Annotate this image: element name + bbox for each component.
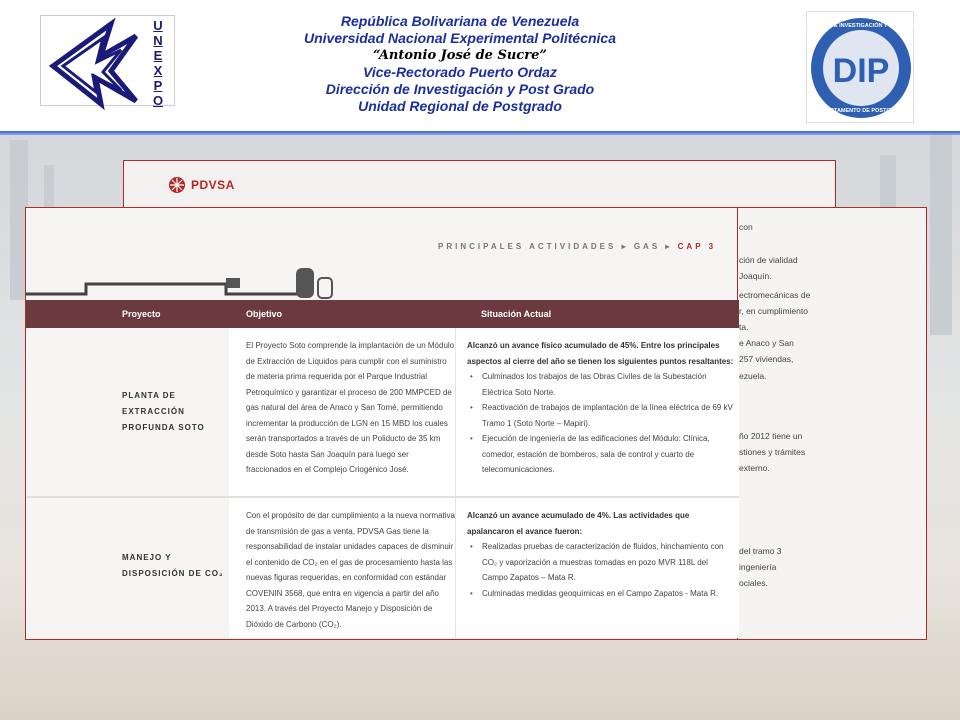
objective-cell	[229, 498, 455, 638]
list-item: • Ejecución de ingeniería de las edificaciones del Módulo: Clínica, comedor, estación de bomberos, sala de control y cuarto de telecomunicaciones.	[467, 431, 735, 478]
header-line-vice-rectorado: Vice-Rectorado Puerto Ordaz	[363, 64, 557, 80]
document-back-right-column	[737, 207, 927, 640]
status-cell	[455, 328, 739, 496]
header-divider	[0, 131, 960, 135]
back-fragment: 257 viviendas,	[739, 354, 794, 364]
back-fragment: ción de vialidad	[739, 255, 798, 265]
back-fragment: ta.	[739, 322, 749, 332]
section-label: PRINCIPALES ACTIVIDADES ▸ GAS ▸ CAP 3	[438, 242, 717, 251]
list-item: • Realizadas pruebas de caracterización de fluidos, hinchamiento con CO₂ y vaporización a muestras tomadas en pozo MVR 118L del Campo Zapatos – Mata R.	[467, 539, 735, 586]
project-name: PLANTA DE EXTRACCIÓN PROFUNDA SOTO	[122, 391, 205, 432]
unexpo-letters: U N E X P O	[152, 18, 164, 108]
header-line-university: Universidad Nacional Experimental Politécnica	[304, 30, 616, 46]
back-fragment: ño 2012 tiene un	[739, 431, 803, 441]
unexpo-emblem-icon	[41, 16, 151, 107]
chapter-label: CAP 3	[677, 242, 717, 251]
back-fragment: del tramo 3	[739, 546, 782, 556]
project-name: MANEJO Y DISPOSICIÓN DE CO₂	[122, 553, 224, 578]
status-lead: Alcanzó un avance físico acumulado de 45%. Entre los principales aspectos al cierre del año se tienen los siguientes puntos resaltantes:	[467, 341, 734, 366]
objective-text: El Proyecto Soto comprende la implantación de un Módulo de Extracción de Líquidos para cumplir con el suministro de materia prima requerida por el Parque Industrial Petroquímico y garantizar el proceso de 200 MMPCED de gas natural del área de Anaco y San Tomé, permitiendo incrementar la producción de LGN en 15 MBD los cuales serán transportados a través de un Poliducto de 35 km desde Soto hasta San Joaquín para luego ser fraccionados en el Complejo Criogénico José.	[246, 341, 455, 474]
objective-cell	[229, 328, 455, 496]
arrow-right-icon: ▸	[665, 242, 673, 251]
status-list	[467, 539, 735, 601]
list-item: • Reactivación de trabajos de implantación de la línea eléctrica de 69 kV Tramo 1 (Soto Norte – Mapiri).	[467, 400, 735, 431]
table-header	[26, 300, 739, 328]
dip-seal-bottom-text: DEPARTAMENTO DE POSTGRADO	[815, 108, 907, 114]
back-fragment: ectromecánicas de	[739, 290, 811, 300]
document-page-front	[25, 207, 738, 640]
dip-seal-ring-text: DIRECCIÓN DE INVESTIGACIÓN Y POSTGRADO	[797, 23, 925, 29]
header-title-block	[210, 13, 710, 115]
column-header-situacion: Situación Actual	[481, 309, 552, 319]
arrow-right-icon: ▸	[621, 242, 629, 251]
back-fragment: externo.	[739, 463, 770, 473]
header-line-sucre: “Antonio José de Sucre”	[373, 48, 547, 63]
dip-seal-letters: DIP	[832, 52, 890, 90]
dip-logo	[797, 11, 925, 123]
header-line-republic: República Bolivariana de Venezuela	[340, 13, 580, 29]
objective-text: Con el propósito de dar cumplimiento a la nueva normativa de transmisión de gas a venta, PDVSA Gas tiene la responsabilidad de instalar unidades capaces de disminuir el contenido de CO₂ en el gas de procesamiento hasta las nuevas figuras requeridas, en conformidad con estándar COVENIN 3568, que entra en vigencia a partir del año 2013. A través del Proyecto Manejo y Disposición de Dióxido de Carbono (CO₂).	[246, 511, 456, 629]
back-fragment: ociales.	[739, 578, 768, 588]
back-fragment: stiones y trámites	[739, 447, 806, 457]
column-header-objetivo: Objetivo	[246, 309, 283, 319]
status-list	[467, 369, 735, 478]
unexpo-logo	[40, 15, 175, 106]
table-row	[26, 328, 739, 496]
list-item: • Culminados los trabajos de las Obras Civiles de la Subestación Eléctrica Soto Norte.	[467, 369, 735, 400]
back-fragment: r, en cumplimiento	[739, 306, 808, 316]
list-item: • Culminadas medidas geoquímicas en el Campo Zapatos - Mata R.	[467, 586, 735, 602]
project-cell	[26, 328, 226, 496]
status-cell	[455, 498, 739, 638]
status-lead: Alcanzó un avance acumulado de 4%. Las actividades que apalancaron el avance fueron:	[467, 511, 690, 536]
project-cell	[26, 498, 226, 638]
back-fragment: e Anaco y San	[739, 338, 794, 348]
back-fragment: ezuela.	[739, 371, 767, 381]
pdvsa-logo	[168, 176, 235, 194]
back-fragment: ingeniería	[739, 562, 777, 572]
institution-header	[0, 0, 960, 133]
header-line-unidad: Unidad Regional de Postgrado	[358, 98, 562, 114]
header-line-direccion: Dirección de Investigación y Post Grado	[325, 81, 595, 97]
back-fragment: Joaquín.	[739, 271, 772, 281]
back-fragment: con	[739, 222, 753, 232]
column-header-proyecto: Proyecto	[122, 309, 161, 319]
pdvsa-brand-text: PDVSA	[191, 178, 235, 192]
table-row	[26, 498, 739, 638]
dip-seal-icon	[797, 12, 925, 124]
pdvsa-sun-icon	[168, 176, 186, 194]
